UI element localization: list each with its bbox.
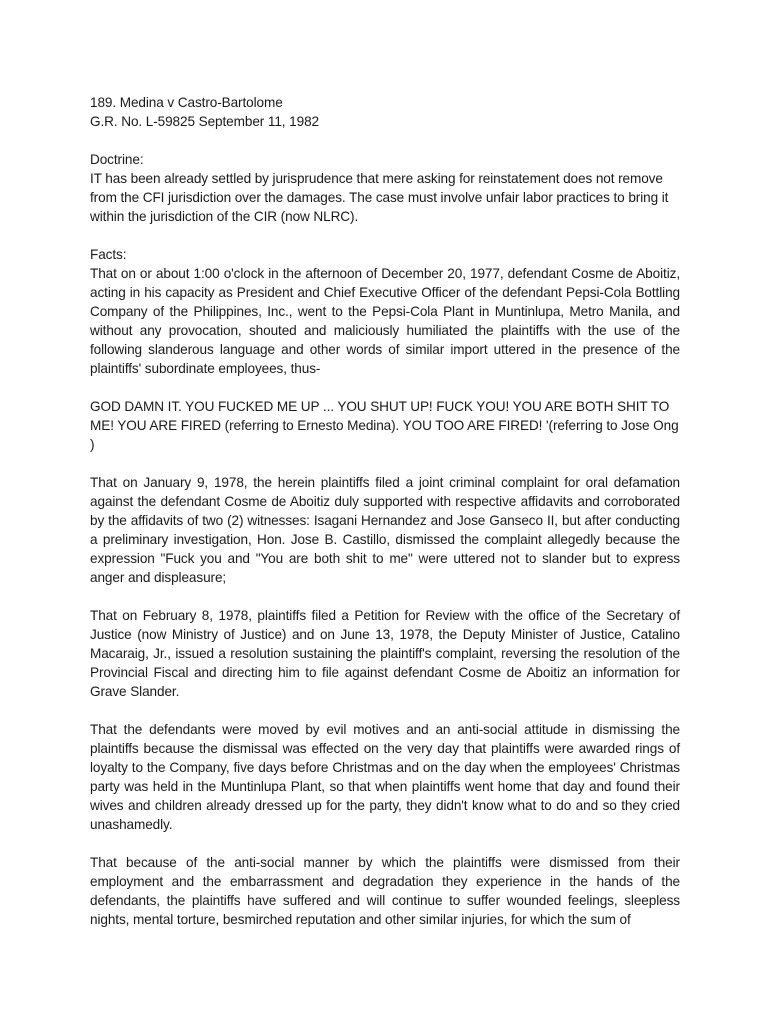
facts-paragraph-3: That on January 9, 1978, the herein plaintiffs filed a joint criminal complaint for oral defamation against the defendant Cosme de Aboitiz duly supported with respective affidavits and corroborated by the affidavits of two (2) witnesses: Isagani Hernandez and Jose Ganseco II, but after conducting a preliminary investigation, Hon. Jose B. Castillo, dismissed the complaint allegedly because the expression "Fuck you and "You are both shit to me" were uttered not to slander but to express anger and displeasure; — [90, 475, 680, 585]
facts-paragraph-5: That the defendants were moved by evil motives and an anti-social attitude in dismissing the plaintiffs because the dismissal was effected on the very day that plaintiffs were awarded rings of loyalty to the Company, five days before Christmas and on the day when the employees' Christmas party was held in the Muntinlupa Plant, so that when plaintiffs went home that day and found their wives and children already dressed up for the party, they didn't know what to do and so they cried unashamedly. — [90, 722, 680, 832]
case-title: 189. Medina v Castro-Bartolome — [90, 95, 283, 110]
facts-paragraph-6: That because of the anti-social manner by which the plaintiffs were dismissed from their employment and the embarrassment and degradation they experience in the hands of the defendants, the plaintiffs have suffered and will continue to suffer wounded feelings, sleepless nights, mental torture, besmirched reputation and other similar injuries, for which the sum of — [90, 855, 680, 927]
facts-section — [90, 245, 680, 929]
facts-heading: Facts: — [90, 247, 127, 262]
facts-paragraph-4: That on February 8, 1978, plaintiffs filed a Petition for Review with the office of the Secretary of Justice (now Ministry of Justice) and on June 13, 1978, the Deputy Minister of Justice, Catalino Macaraig, Jr., issued a resolution sustaining the plaintiff's complaint, reversing the resolution of the Provincial Fiscal and directing him to file against defendant Cosme de Aboitiz an information for Grave Slander. — [90, 608, 680, 699]
case-header — [90, 93, 680, 131]
doctrine-section — [90, 150, 680, 226]
facts-paragraph-1: That on or about 1:00 o'clock in the afternoon of December 20, 1977, defendant Cosme de Aboitiz, acting in his capacity as President and Chief Executive Officer of the defendant Pepsi-Cola Bottling Company of the Philippines, Inc., went to the Pepsi-Cola Plant in Muntinlupa, Metro Manila, and without any provocation, shouted and maliciously humiliated the plaintiffs with the use of the following slanderous language and other words of similar import uttered in the presence of the plaintiffs' subordinate employees, thus- — [90, 266, 680, 376]
facts-paragraph-quote: GOD DAMN IT. YOU FUCKED ME UP ... YOU SHUT UP! FUCK YOU! YOU ARE BOTH SHIT TO ME! YOU ARE FIRED (referring to Ernesto Medina). YOU TOO ARE FIRED! '(referring to Jose Ong ) — [90, 399, 679, 452]
doctrine-text: IT has been already settled by jurisprudence that mere asking for reinstatement does not remove from the CFI jurisdiction over the damages. The case must involve unfair labor practices to bring it within the jurisdiction of the CIR (now NLRC). — [90, 171, 669, 224]
case-citation: G.R. No. L-59825 September 11, 1982 — [90, 114, 319, 129]
document-page — [90, 93, 680, 948]
doctrine-heading: Doctrine: — [90, 152, 144, 167]
